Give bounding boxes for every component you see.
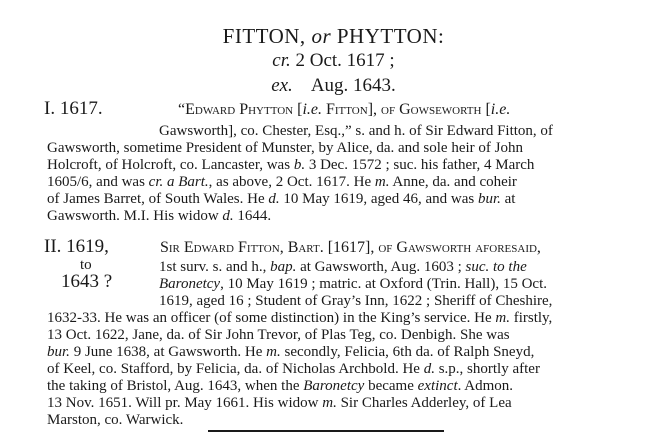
- entry-2-end-year: 1643 ?: [61, 271, 113, 292]
- entry-2-line: Baronetcy, 10 May 1619 ; matric. at Oxford (Trin. Hall), 15 Oct.: [159, 276, 547, 292]
- entry-2-line: 13 Oct. 1622, Jane, da. of Sir John Trevor, of Plas Teg, co. Denbigh. She was: [47, 327, 510, 343]
- created-abbr: cr.: [272, 50, 291, 71]
- entry-1-line: Holcroft, of Holcroft, co. Lancaster, was b. 3 Dec. 1572 ; suc. his father, 4 March: [47, 157, 535, 173]
- entry-2-line: 1st surv. s. and h., bap. at Gawsworth, Aug. 1603 ; suc. to the: [159, 259, 527, 275]
- creation-line: [0, 50, 667, 72]
- entry-1-line: of James Barret, of South Wales. He d. 10 May 1619, aged 46, and was bur. at: [47, 191, 516, 207]
- entry-1-line: Gawsworth], co. Chester, Esq.,” s. and h. of Sir Edward Fitton, of: [159, 123, 553, 139]
- entry-2-line: 13 Nov. 1651. Will pr. May 1661. His widow m. Sir Charles Adderley, of Lea: [47, 395, 512, 411]
- entry-2-line: of Keel, co. Stafford, by Felicia, da. of Nicholas Archbold. He d. s.p., shortly after: [47, 361, 540, 377]
- extinct-abbr: ex.: [271, 75, 293, 96]
- extinction-line: [0, 75, 667, 97]
- created-date: 2 Oct. 1617 ;: [295, 50, 395, 71]
- entry-2-line: Sir Edward Fitton, Bart. [1617], of Gawsworth aforesaid,: [160, 239, 541, 256]
- entry-2-line: bur. 9 June 1638, at Gawsworth. He m. secondly, Felicia, 6th da. of Ralph Sneyd,: [47, 344, 535, 360]
- entry-2-line: 1632-33. He was an officer (of some distinction) in the King’s service. He m. firstly,: [47, 310, 553, 326]
- section-divider: [208, 430, 444, 432]
- extinct-date: Aug. 1643.: [310, 75, 396, 96]
- entry-2-to: to: [80, 257, 92, 273]
- entry-1-line: 1605/6, and was cr. a Bart., as above, 2 Oct. 1617. He m. Anne, da. and coheir: [47, 174, 517, 190]
- title-fitton: FITTON,: [222, 24, 312, 48]
- title-phytton: PHYTTON:: [331, 24, 445, 48]
- entry-2-line: 1619, aged 16 ; Student of Gray’s Inn, 1622 ; Sheriff of Cheshire,: [159, 293, 553, 309]
- entry-2-line: the taking of Bristol, Aug. 1643, when the Baronetcy became extinct. Admon.: [47, 378, 514, 394]
- entry-1-line: “Edward Phytton [i.e. Fitton], of Gowseworth [i.e.: [178, 101, 511, 118]
- entry-2-line: Marston, co. Warwick.: [47, 412, 184, 428]
- page-title: [0, 24, 667, 49]
- title-or: or: [311, 24, 332, 48]
- entry-1-number: I. 1617.: [44, 98, 103, 119]
- entry-2-number: II. 1619,: [44, 236, 109, 257]
- entry-1-line: Gawsworth. M.I. His widow d. 1644.: [47, 208, 272, 224]
- entry-1-line: Gawsworth, sometime President of Munster, by Alice, da. and sole heir of John: [47, 140, 523, 156]
